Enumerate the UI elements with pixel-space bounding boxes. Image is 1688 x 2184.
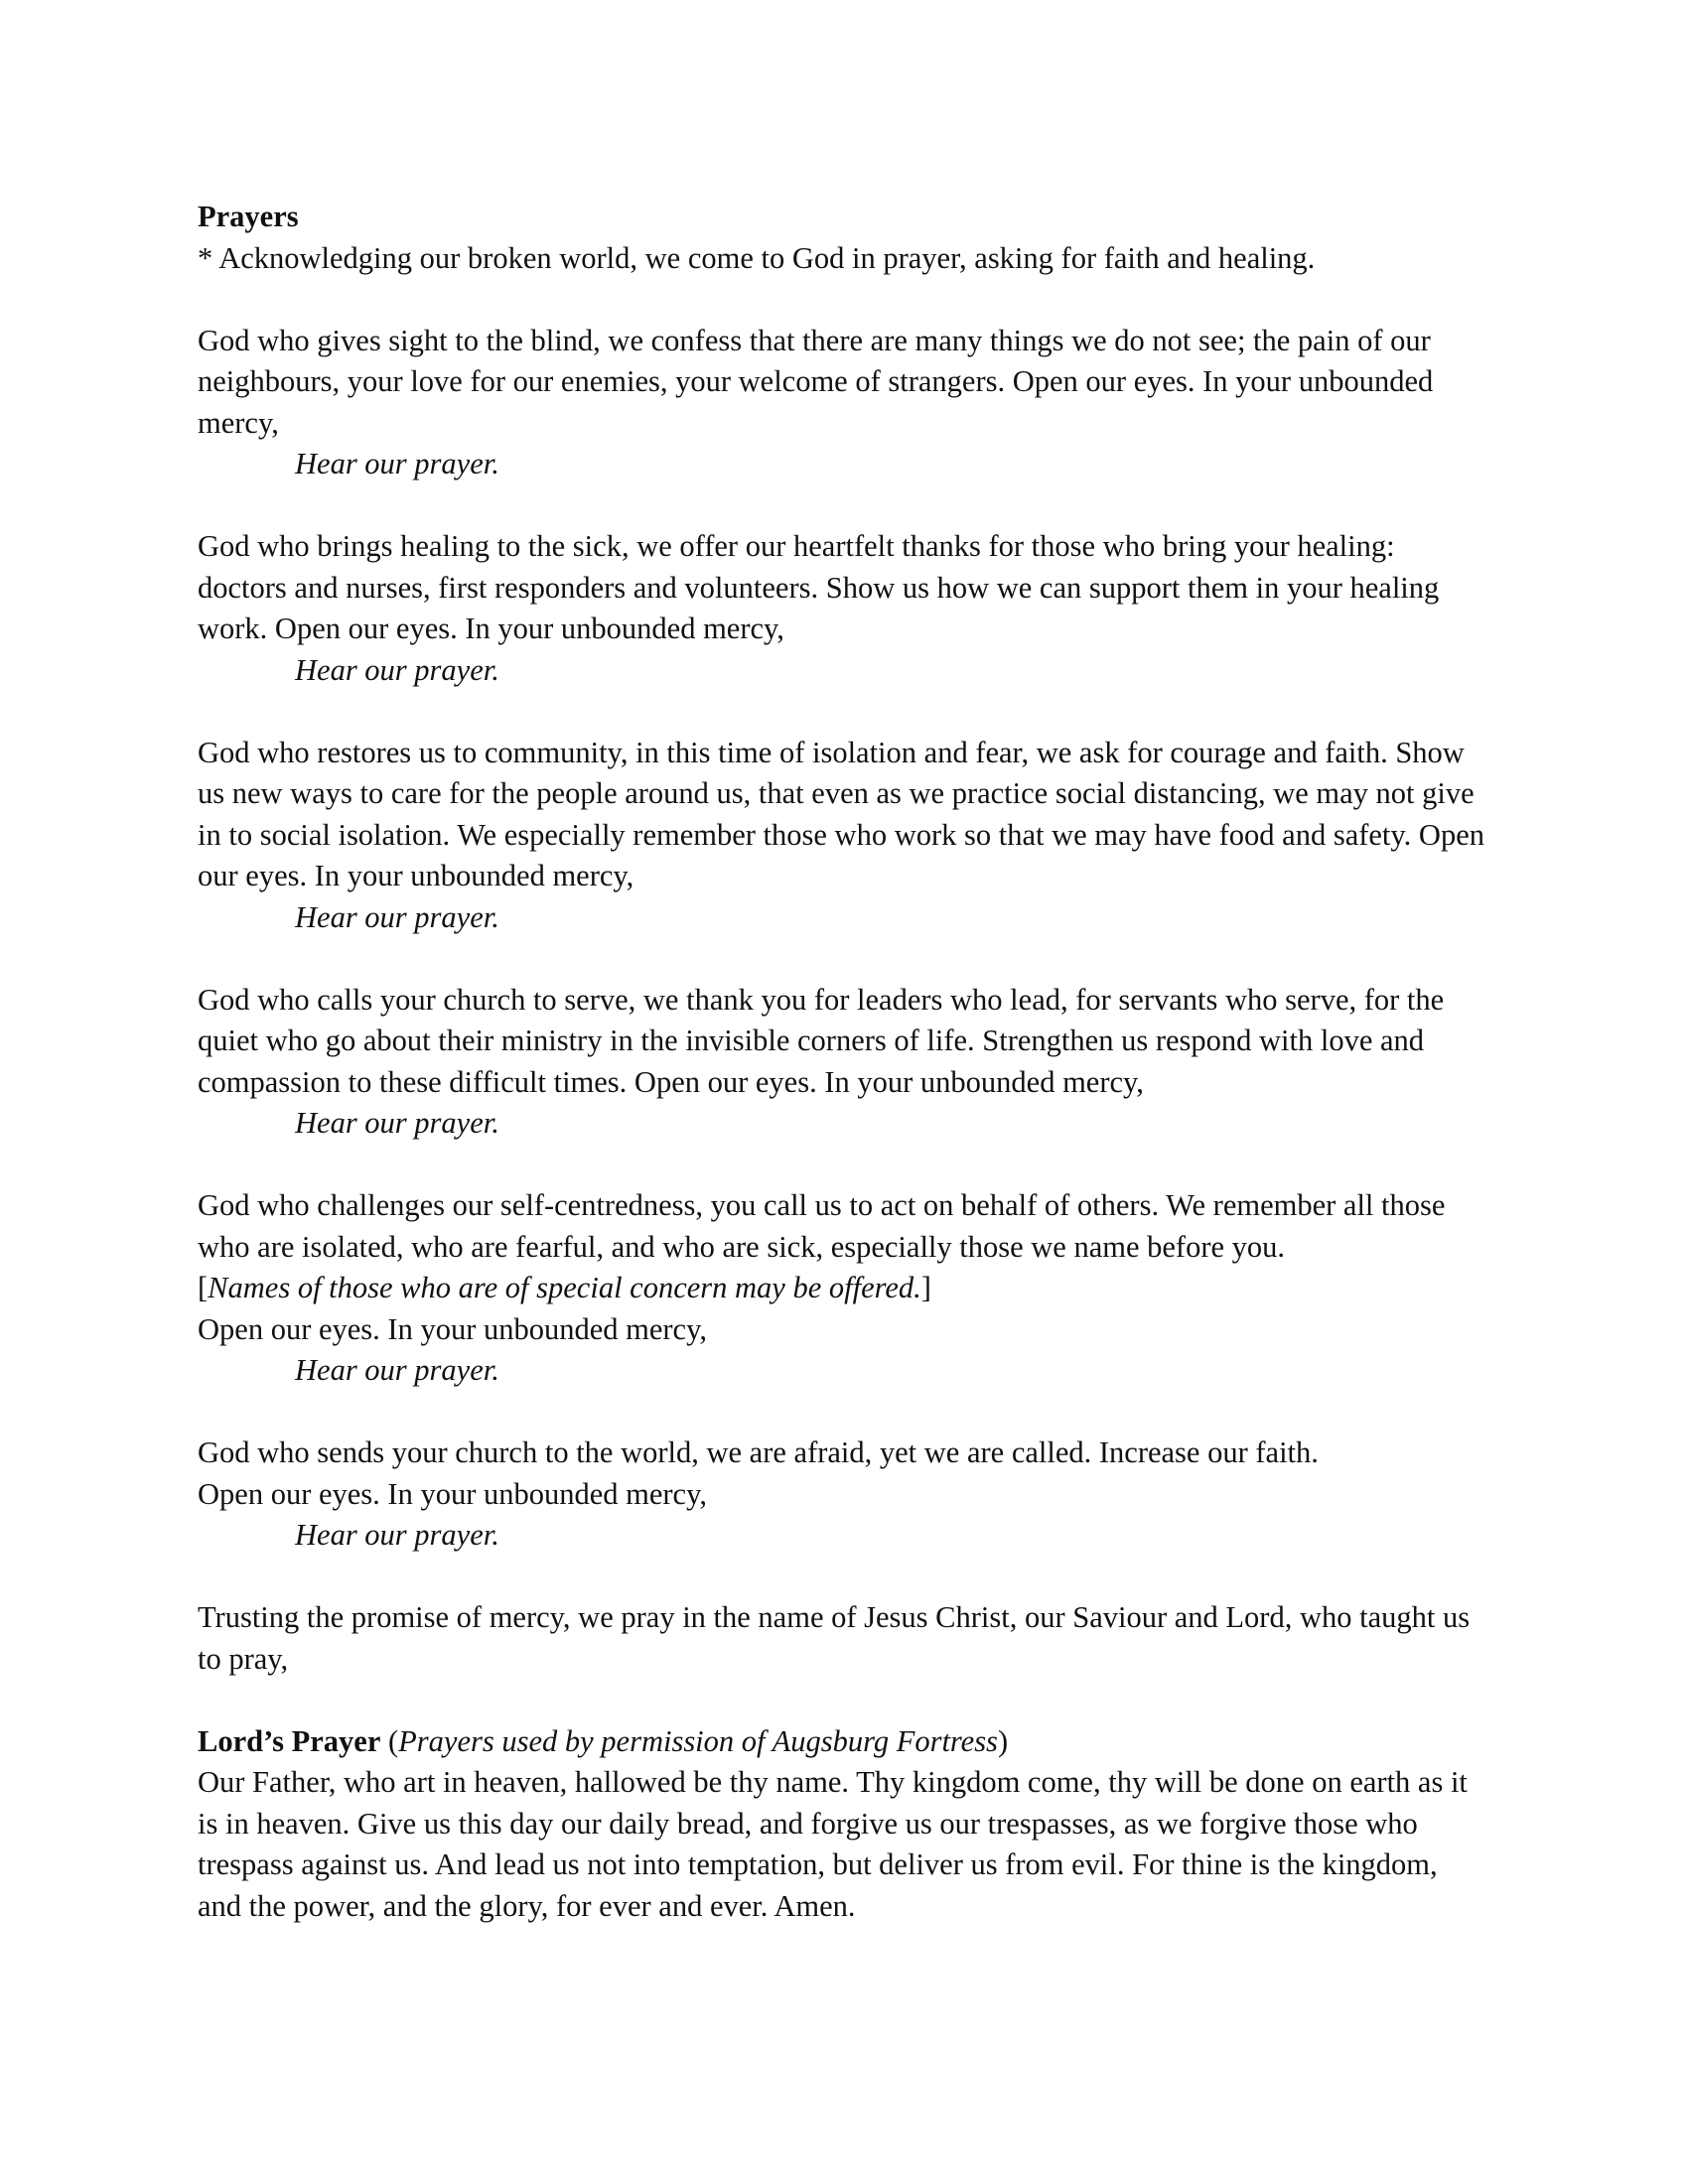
prayers-intro: * Acknowledging our broken world, we come to God in prayer, asking for faith and healing. [198,240,1316,275]
petition-4 [198,980,1488,1145]
note-bracket-open: [ [198,1271,209,1304]
petition-closing: Open our eyes. In your unbounded mercy, [198,1311,707,1346]
petition-6 [198,1433,1488,1557]
petition-response: Hear our prayer. [295,447,499,480]
lords-prayer-text: Our Father, who art in heaven, hallowed be thy name. Thy kingdom come, thy will be done on earth as it is in heaven. Give us this day our daily bread, and forgive us our trespasses, as we forgive those who trespass against us. And lead us not into temptation, but deliver us from evil. For thine is the kingdom, and the power, and the glory, for ever and ever. Amen. [198,1765,1468,1923]
petition-response: Hear our prayer. [295,1518,499,1552]
petition-1 [198,321,1488,485]
lords-prayer-section [198,1721,1488,1928]
petition-response: Hear our prayer. [295,652,499,687]
petition-text: God who calls your church to serve, we thank you for leaders who lead, for servants who serve, for the quiet who go about their ministry in the invisible corners of life. Strengthen us respond with love and compassion to these difficult times. Open our eyes. In your unbounded mercy, [198,982,1445,1099]
lords-prayer-title-line [198,1721,1488,1763]
prayers-heading: Prayers [198,200,299,233]
prayers-conclusion: Trusting the promise of mercy, we pray in the name of Jesus Christ, our Saviour and Lord, who taught us to pray, [198,1600,1471,1676]
petition-3 [198,733,1488,939]
petition-text: God who gives sight to the blind, we confess that there are many things we do not see; the pain of our neighbours, your love for our enemies, your welcome of strangers. Open our eyes. In your unbounded mercy, [198,323,1434,440]
lords-prayer-heading: Lord’s Prayer [198,1723,381,1758]
note-bracket-close: ] [920,1271,931,1304]
petition-2 [198,526,1488,691]
petition-response: Hear our prayer. [295,1106,499,1140]
petition-text: God who restores us to community, in this time of isolation and fear, we ask for courage and faith. Show us new ways to care for the people around us, that even as we practice social distancing, we may not give in to social isolation. We especially remember those who work so that we may have food and safety. Open our eyes. In your unbounded mercy, [198,735,1484,892]
petition-5 [198,1185,1488,1392]
special-concern-note [198,1268,1488,1309]
petition-closing: Open our eyes. In your unbounded mercy, [198,1476,707,1511]
permission-paren-close: ) [997,1723,1009,1758]
petition-response: Hear our prayer. [295,1353,499,1387]
petition-text: God who sends your church to the world, we are afraid, yet we are called. Increase our faith. [198,1435,1319,1469]
document-page [198,197,1488,1927]
petition-response: Hear our prayer. [295,899,499,934]
permission-note: Prayers used by permission of Augsburg Fortress [398,1723,998,1758]
petition-text: God who brings healing to the sick, we offer our heartfelt thanks for those who bring your healing: doctors and nurses, first responders and volunteers. Show us how we can support them in your healing work. Open our eyes. In your unbounded mercy, [198,529,1440,645]
petition-text: God who challenges our self-centredness, you call us to act on behalf of others. We remember all those who are isolated, who are fearful, and who are sick, especially those we name before you. [198,1188,1446,1264]
note-text: Names of those who are of special concern may be offered. [208,1271,921,1304]
permission-paren-open: ( [380,1723,399,1758]
